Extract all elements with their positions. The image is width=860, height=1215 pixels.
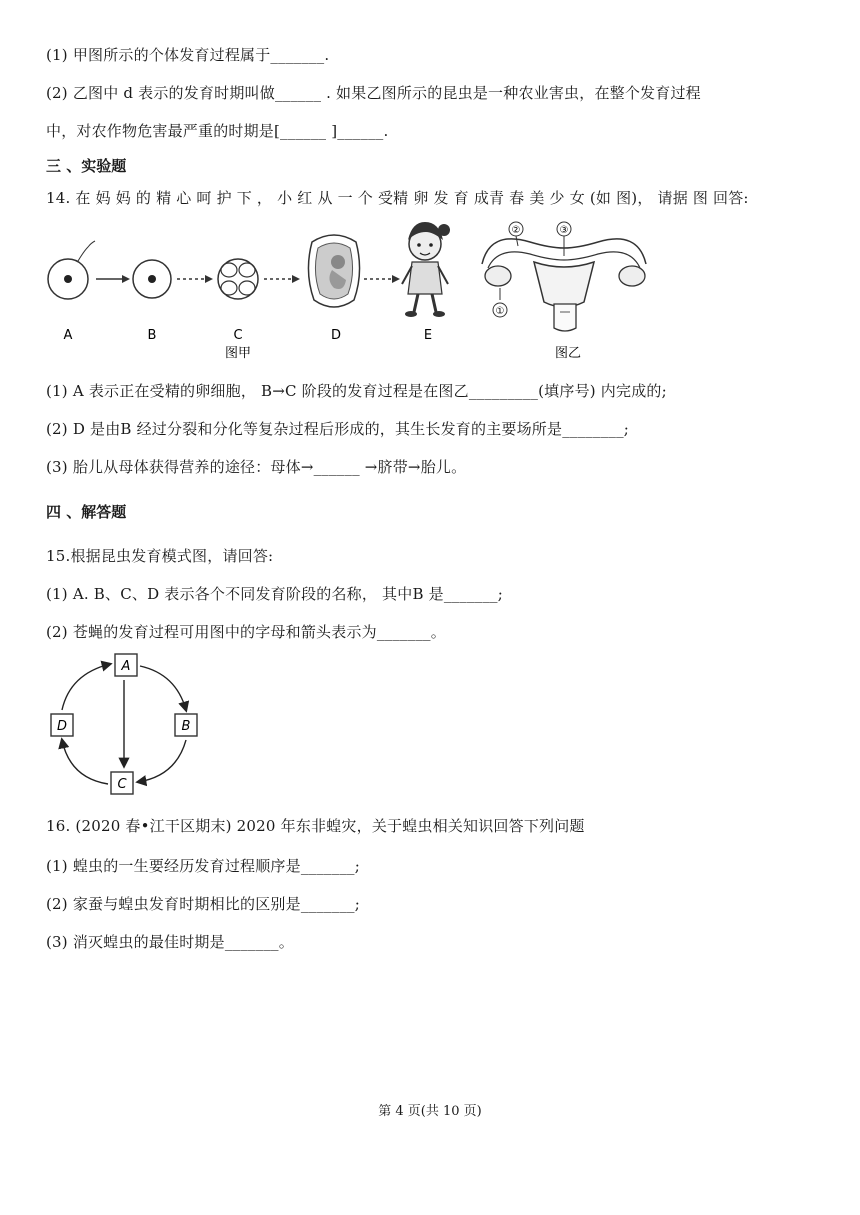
stage-label-b: B — [147, 328, 157, 343]
cycle-node-c — [111, 772, 133, 794]
q15-part2: (2) 苍蝇的发育过程可用图中的字母和箭头表示为_______。 — [46, 623, 446, 641]
organ-label-1: ① — [495, 306, 505, 317]
cycle-node-a — [115, 654, 137, 676]
stage-label-c: C — [233, 328, 243, 343]
cycle-label-c: C — [117, 777, 127, 792]
caption-figure-yi: 图乙 — [554, 346, 582, 361]
cycle-label-a: A — [121, 659, 131, 674]
q16-stem: 16. (2020 春•江干区期末) 2020 年东非蝗灾，关于蝗虫相关知识回答下列问题 — [46, 817, 585, 835]
q16-part1: (1) 蝗虫的一生要经历发育过程顺序是_______; — [46, 857, 360, 875]
arrow-a-to-b — [140, 666, 186, 710]
caption-figure-jia: 图甲 — [224, 346, 252, 361]
arrow-c-to-d — [62, 740, 108, 784]
q14-part3: (3) 胎儿从母体获得营养的途径：母体→______ →脐带→胎儿。 — [46, 458, 467, 476]
development-figure — [0, 212, 860, 362]
cycle-node-b — [175, 714, 197, 736]
organ-label-2: ② — [511, 225, 521, 236]
arrow-d-to-a — [62, 664, 110, 710]
stage-a-fertilized-egg — [48, 241, 95, 299]
section-answer-heading: 四 、解答题 — [46, 503, 127, 521]
q16-part2: (2) 家蚕与蝗虫发育时期相比的区别是_______; — [46, 895, 360, 913]
insect-cycle-diagram — [40, 648, 220, 798]
stage-b-zygote — [133, 260, 171, 298]
stage-c-cell-division — [218, 259, 258, 299]
q14-part1: (1) A 表示正在受精的卵细胞， B→C 阶段的发育过程是在图乙_________(填序号) 内完成的; — [46, 382, 667, 400]
page-footer: 第 4 页(共 10 页) — [378, 1104, 482, 1119]
q15-stem: 15.根据昆虫发育模式图，请回答: — [46, 547, 274, 565]
cycle-node-d — [51, 714, 73, 736]
q13-part2-line2: 中，对农作物危害最严重的时期是[______ ]______. — [46, 122, 389, 140]
q14-part2: (2) D 是由B 经过分裂和分化等复杂过程后形成的，其生长发育的主要场所是________; — [46, 420, 630, 438]
stage-d-fetus — [308, 235, 359, 307]
stage-e-girl — [402, 222, 450, 317]
organ-label-3: ③ — [559, 225, 569, 236]
q15-part1: (1) A. B、C、D 表示各个不同发育阶段的名称， 其中B 是_______; — [46, 585, 503, 603]
q13-part2-line1: (2) 乙图中 d 表示的发育时期叫做______ . 如果乙图所示的昆虫是一种农业害虫，在整个发育过程 — [46, 84, 701, 102]
stage-label-e: E — [423, 328, 433, 343]
q14-stem: 14. 在 妈 妈 的 精 心 呵 护 下 ， 小 红 从 一 个 受精 卵 发 育 成青 春 美 少 女 (如 图)， 请据 图 回答: — [46, 189, 749, 207]
arrow-b-to-c — [138, 740, 186, 782]
q16-part3: (3) 消灭蝗虫的最佳时期是_______。 — [46, 933, 294, 951]
female-reproductive-system — [482, 222, 646, 331]
section-experiment-heading: 三 、实验题 — [46, 157, 127, 175]
q13-part1: (1) 甲图所示的个体发育过程属于_______. — [46, 46, 330, 64]
stage-label-a: A — [63, 328, 73, 343]
cycle-label-d: D — [56, 719, 68, 734]
cycle-label-b: B — [181, 719, 191, 734]
stage-label-d: D — [330, 328, 342, 343]
